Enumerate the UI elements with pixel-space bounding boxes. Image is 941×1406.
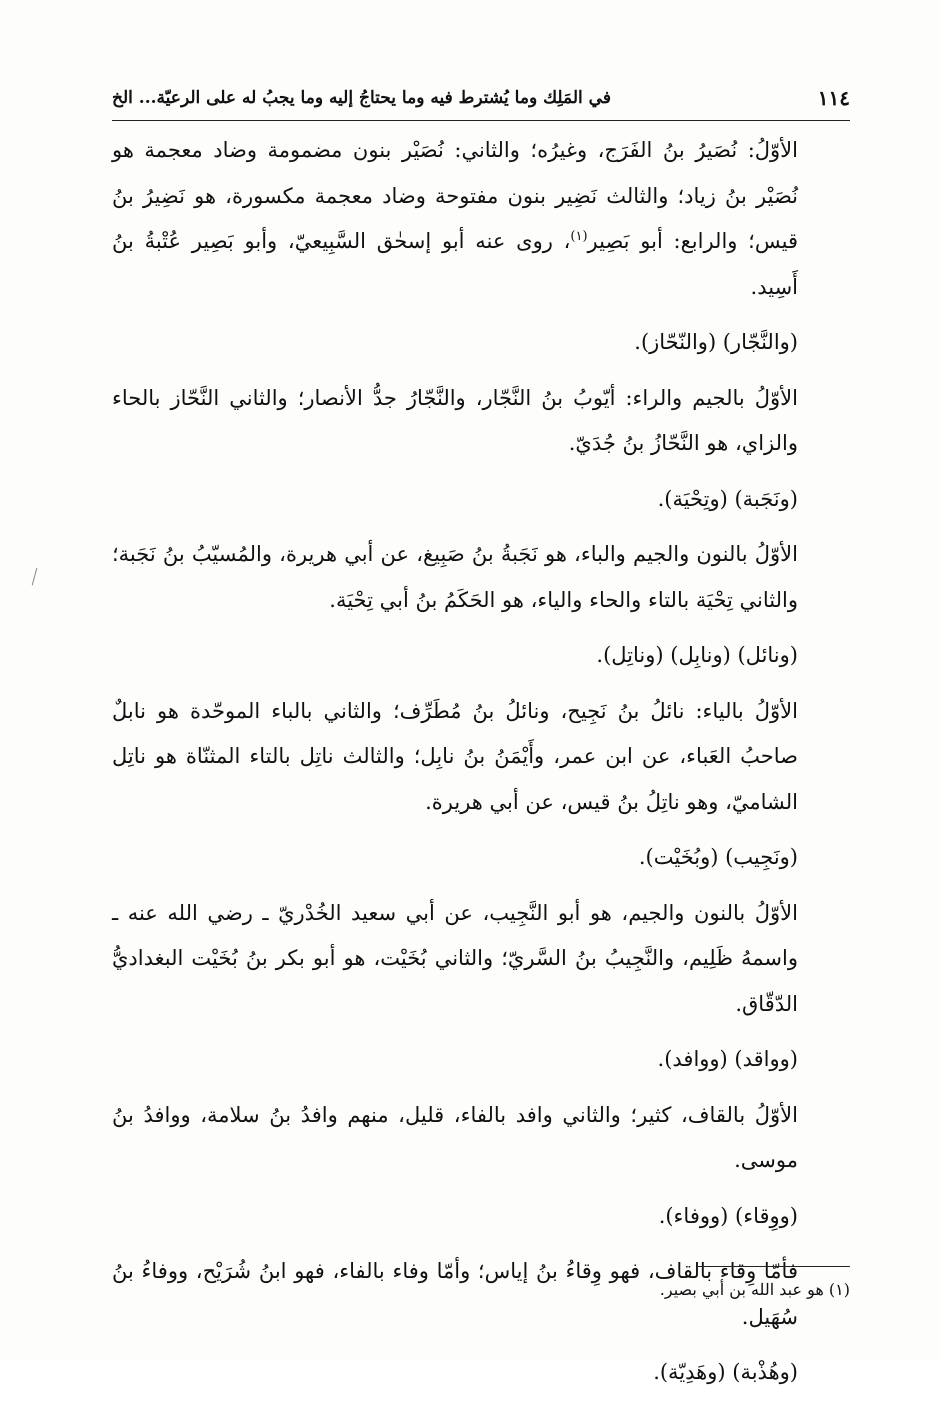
paragraph-3: الأوّلُ بالنون والجيم والباء، هو نَجَبةُ بنُ صَبِيغ، عن أبي هريرة، والمُسيّبُ بنُ نَجَبة؛ والثاني تِحْيَة بالتاء والحاء والياء، هو الحَكَمُ بنُ أبي تِحْيَة.	[112, 542, 798, 612]
entry-heading-4: (ونائل) (ونابِل) (وناتِل).	[596, 643, 798, 667]
body-text	[112, 128, 850, 1406]
paragraph-2: الأوّلُ بالجيم والراء: أيّوبُ بنُ النَّجّار، والنَّجّارُ جدُّ الأنصار؛ والثاني النَّحّاز بالحاء والزاي، هو النَّحّازُ بنُ جُدَيّ.	[112, 385, 798, 455]
paragraph-7: فأمّا وِقاء بالقاف، فهو وِقاءُ بنُ إياس؛ وأمّا وفاء بالفاء، فهو ابنُ شُرَيْح، ووفاءُ بنُ سُهَيل.	[112, 1259, 798, 1329]
page-header	[112, 78, 850, 118]
margin-pencil-mark	[32, 568, 41, 586]
footnote: (١) هو عبد الله بن أبي بصير.	[659, 1280, 850, 1299]
entry-heading-6: (وواقد) (ووافد).	[657, 1047, 798, 1071]
paragraph-1	[112, 128, 850, 310]
paragraph-4: الأوّلُ بالياء: نائلُ بنُ نَجِيح، ونائلُ بنُ مُطَرِّف؛ والثاني بالباء الموحّدة هو نابلٌ صاحبُ العَباء، عن ابن عمر، وأَيْمَنُ بنُ نابِل؛ والثالث ناتِل بالتاء المثنّاة هو ناتِل الشاميّ، وهو ناتِلُ بنُ قيس، عن أبي هريرة.	[112, 698, 798, 814]
running-title: في المَلِك وما يُشترط فيه وما يحتاجُ إليه وما يجبُ له على الرعيّة... الخ	[112, 88, 611, 108]
entry-heading-8: (وهُذْبة) (وهَدِيّة).	[653, 1360, 798, 1384]
entry-heading-7: (ووِقاء) (ووفاء).	[658, 1203, 798, 1228]
footnote-marker: (١)	[570, 229, 588, 244]
footnote-rule	[698, 1266, 850, 1267]
paragraph-1-text: الأوّلُ: نُصَيرُ بنُ الفَرَج، وغيرُه؛ والثاني: نُصَيْر بنون مضمومة وضاد معجمة هو نُصَيْر بنُ زياد؛ والثالث نَضِير بنون مفتوحة وضاد معجمة مكسورة، هو نَضِيرُ بنُ قيس؛ والرابع: أبو بَصِير	[112, 138, 798, 253]
paragraph-1-tail: ، روى عنه أبو إسحٰق السَّبِيعيّ، وأبو بَصِير عُتْبةُ بنُ أَسِيد.	[112, 229, 798, 299]
paragraph-5: الأوّلُ بالنون والجيم، هو أبو النَّجِيب، عن أبي سعيد الخُدْريّ ـ رضي الله عنه ـ واسمهُ ظَلِيم، والنَّجِيبُ بنُ السَّريّ؛ والثاني بُخَيْت، هو أبو بكر بنُ بُخَيْت البغداديُّ الدّقّاق.	[112, 900, 798, 1016]
entry-heading-5: (ونَجِيب) (وبُخَيْت).	[638, 845, 798, 869]
header-rule	[112, 120, 850, 121]
entry-heading-2: (والنَّجّار) (والنّحّاز).	[634, 330, 798, 354]
paragraph-6: الأوّلُ بالقاف، كثير؛ والثاني وافد بالفاء، قليل، منهم وافدُ بنُ سلامة، ووافدُ بنُ موسى.	[112, 1102, 798, 1172]
page-number: ١١٤	[817, 86, 850, 110]
entry-heading-3: (ونَجَبة) (وتِحْيَة).	[657, 486, 798, 511]
